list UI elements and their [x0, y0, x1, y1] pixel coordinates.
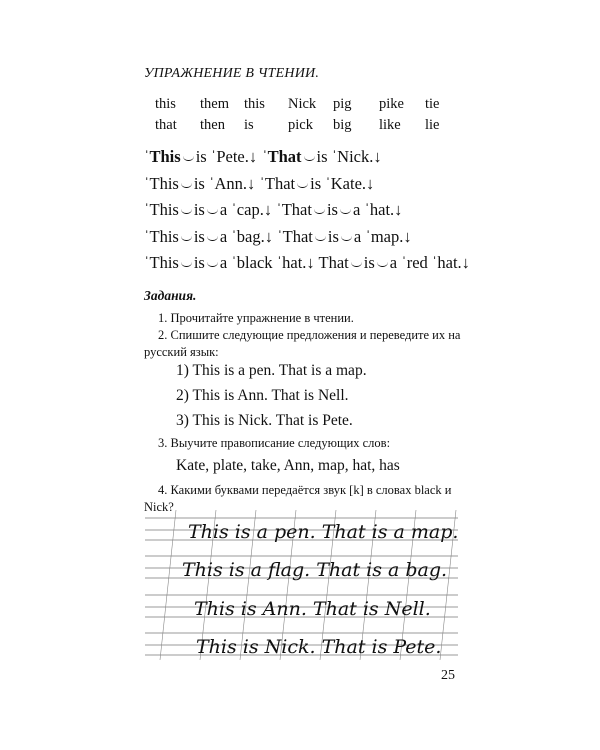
- liaison-mark: [312, 209, 327, 216]
- drill-token: is: [363, 253, 375, 272]
- drill-line: [144, 147, 470, 174]
- handwriting-line: This is a flag. That is a bag.: [182, 559, 448, 581]
- word-cell: Nick: [288, 96, 317, 112]
- exercise-heading: УПРАЖНЕНИЕ В ЧТЕНИИ.: [144, 66, 320, 81]
- intonation-drills: [144, 147, 470, 280]
- page-number: 25: [441, 668, 455, 683]
- liaison-mark: [295, 183, 310, 190]
- drill-token: ˈThat: [262, 147, 302, 166]
- word-cell: pike: [379, 96, 404, 112]
- handwriting-line: This is Ann. That is Nell.: [194, 598, 431, 620]
- liaison-mark: [302, 156, 317, 163]
- liaison-mark: [349, 262, 364, 269]
- liaison-mark: [375, 262, 390, 269]
- word-cell: them: [200, 96, 229, 112]
- liaison-mark: [179, 236, 194, 243]
- sentence-2: 2) This is Ann. That is Nell.: [176, 387, 349, 404]
- task-2: 2. Спишите следующие предложения и переведите их на русский язык:: [144, 328, 461, 359]
- drill-token: a ˈblack ˈhat.↓ That: [219, 253, 349, 272]
- drill-token: is: [193, 253, 205, 272]
- drill-line: [144, 253, 470, 280]
- drill-token: a ˈcap.↓ ˈThat: [219, 200, 312, 219]
- word-cell: like: [379, 117, 401, 133]
- word-cell: then: [200, 117, 225, 133]
- liaison-mark: [339, 236, 354, 243]
- drill-token: ˈThis: [144, 253, 179, 272]
- drill-line: [144, 174, 470, 201]
- drill-token: is: [193, 226, 205, 246]
- drill-token: a ˈbag.↓ ˈThat: [219, 226, 313, 246]
- sentence-1: 1) This is a pen. That is a map.: [176, 362, 367, 379]
- tasks-title: Задания.: [144, 288, 197, 303]
- drill-token: is: [326, 200, 338, 219]
- reading-word-grid: [155, 94, 455, 136]
- handwriting-line: This is a pen. That is a map.: [188, 521, 459, 543]
- drill-token: a ˈhat.↓: [352, 200, 403, 219]
- handwriting-line: This is Nick. That is Pete.: [196, 636, 442, 658]
- word-cell: this: [155, 96, 176, 112]
- drill-token: ˈThis: [144, 200, 179, 219]
- drill-token: ˈThis: [144, 226, 179, 246]
- drill-token: ˈThis: [144, 147, 181, 166]
- drill-token: is: [193, 200, 205, 219]
- liaison-mark: [179, 183, 194, 190]
- word-cell: that: [155, 117, 177, 133]
- drill-token: ˈThis: [144, 173, 179, 193]
- task-1: 1. Прочитайте упражнение в чтении.: [158, 311, 354, 325]
- word-cell: pick: [288, 117, 313, 133]
- liaison-mark: [179, 262, 194, 269]
- drill-line: [144, 227, 470, 254]
- liaison-mark: [313, 236, 328, 243]
- word-cell: big: [333, 117, 352, 133]
- liaison-mark: [181, 156, 196, 163]
- word-row: [155, 94, 455, 115]
- task-4: 4. Какими буквами передаётся звук [k] в словах black и Nick?: [144, 483, 452, 514]
- word-cell: tie: [425, 96, 440, 112]
- liaison-mark: [338, 209, 353, 216]
- word-cell: lie: [425, 117, 440, 133]
- liaison-mark: [179, 209, 194, 216]
- drill-token: is ˈPete.↓: [195, 147, 258, 166]
- drill-token: a ˈmap.↓: [353, 226, 412, 246]
- word-cell: this: [244, 96, 265, 112]
- sentence-3: 3) This is Nick. That is Pete.: [176, 412, 353, 429]
- drill-token: is ˈKate.↓: [310, 173, 375, 193]
- handwriting-practice: [140, 510, 460, 665]
- liaison-mark: [205, 262, 220, 269]
- drill-token: is ˈNick.↓: [316, 147, 382, 166]
- word-cell: is: [244, 117, 254, 133]
- drill-line: [144, 200, 470, 227]
- drill-token: is: [327, 226, 339, 246]
- word-row: [155, 115, 455, 136]
- liaison-mark: [205, 236, 220, 243]
- task-3: 3. Выучите правописание следующих слов:: [158, 436, 391, 450]
- drill-token: a ˈred ˈhat.↓: [389, 253, 470, 272]
- word-cell: pig: [333, 96, 352, 112]
- liaison-mark: [205, 209, 220, 216]
- spelling-words: Kate, plate, take, Ann, map, hat, has: [176, 457, 400, 474]
- drill-token: is ˈAnn.↓ ˈThat: [193, 173, 296, 193]
